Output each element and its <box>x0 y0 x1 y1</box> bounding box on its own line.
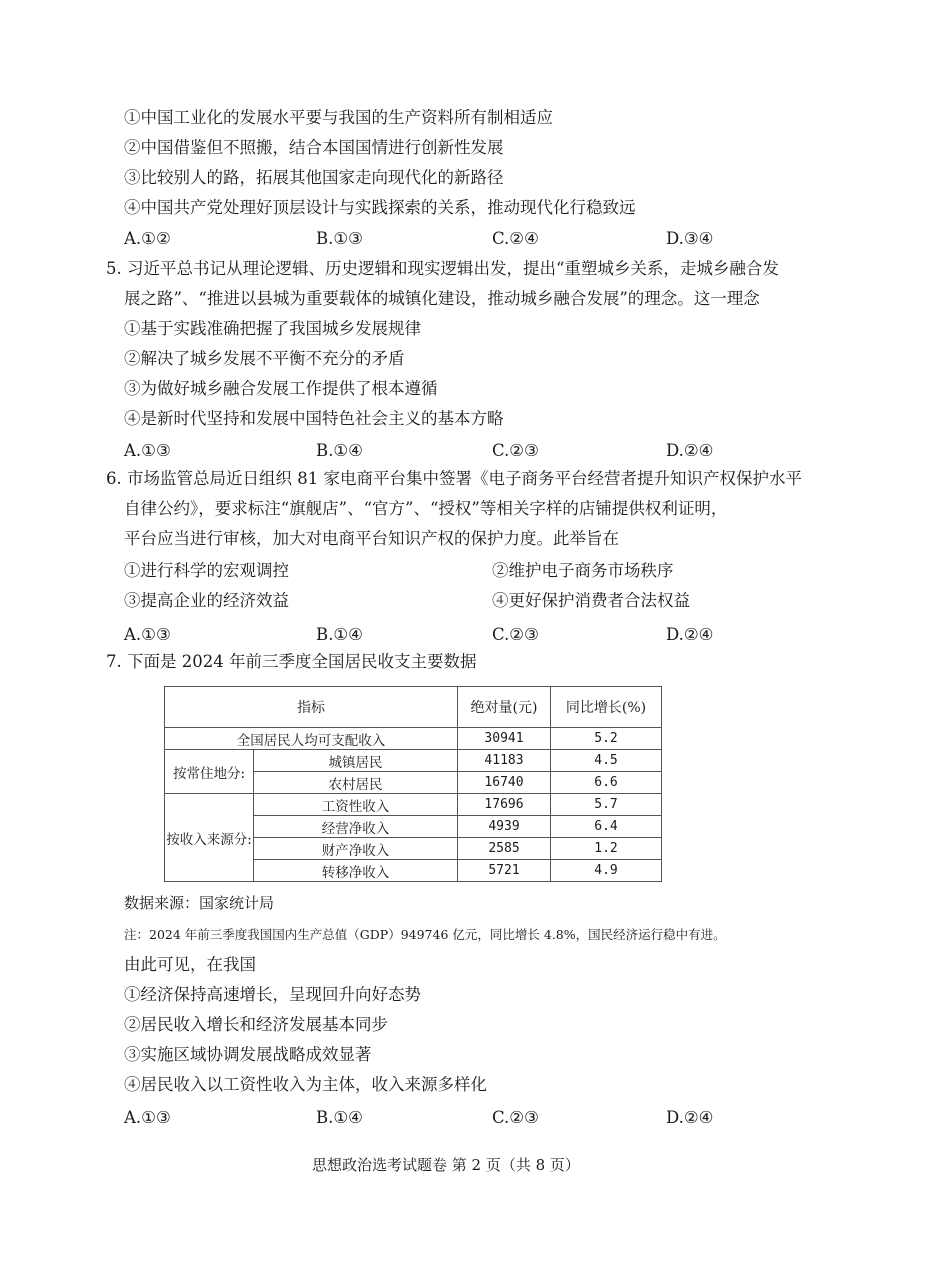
q7-option-d: D.②④ <box>666 1108 714 1127</box>
q5-options <box>124 440 824 462</box>
q7-option-c: C.②③ <box>492 1108 539 1127</box>
table-cell-growth: 4.5 <box>551 750 662 772</box>
table-note: 注：2024 年前三季度我国国内生产总值（GDP）949746 亿元，同比增长 4.8%，国民经济运行稳中有进。 <box>124 927 726 942</box>
table-row <box>165 750 662 772</box>
table-group-label-source: 按收入来源分: <box>165 794 254 882</box>
table-cell-label: 城镇居民 <box>254 750 458 772</box>
q7-item-2: ②居民收入增长和经济发展基本同步 <box>124 1015 388 1034</box>
table-cell-value: 2585 <box>458 838 551 860</box>
q4-option-a: A.①② <box>124 229 171 248</box>
q6-items-row-1 <box>124 560 824 582</box>
q5-item-1: ①基于实践准确把握了我国城乡发展规律 <box>124 319 421 338</box>
table-cell-value: 41183 <box>458 750 551 772</box>
q5-option-d: D.②④ <box>666 441 714 460</box>
q7-item-4: ④居民收入以工资性收入为主体，收入来源多样化 <box>124 1075 487 1094</box>
q6-option-b: B.①④ <box>316 625 363 644</box>
table-cell-value: 4939 <box>458 816 551 838</box>
q4-item-2: ②中国借鉴但不照搬，结合本国国情进行创新性发展 <box>124 138 504 157</box>
q5-stem-line-1: 5. 习近平总书记从理论逻辑、历史逻辑和现实逻辑出发，提出“重塑城乡关系，走城乡融合发 <box>106 259 779 278</box>
table-cell-label: 转移净收入 <box>254 860 458 882</box>
table-source: 数据来源：国家统计局 <box>124 894 275 912</box>
q7-item-1: ①经济保持高速增长，呈现回升向好态势 <box>124 985 421 1004</box>
table-cell-growth: 1.2 <box>551 838 662 860</box>
q7-option-b: B.①④ <box>316 1108 363 1127</box>
q4-option-d: D.③④ <box>666 229 714 248</box>
q6-stem-line-1: 6. 市场监管总局近日组织 81 家电商平台集中签署《电子商务平台经营者提升知识产权保护水平 <box>106 469 802 488</box>
q6-option-a: A.①③ <box>124 625 171 644</box>
q4-options <box>124 228 824 250</box>
table-cell-label: 农村居民 <box>254 772 458 794</box>
table-row <box>165 794 662 816</box>
q7-option-a: A.①③ <box>124 1108 171 1127</box>
table-cell-value: 17696 <box>458 794 551 816</box>
table-header-row <box>165 687 662 728</box>
table-header-growth: 同比增长(%) <box>551 687 662 728</box>
q6-options <box>124 624 824 646</box>
table-cell-label: 工资性收入 <box>254 794 458 816</box>
q6-option-d: D.②④ <box>666 625 714 644</box>
table-header-absolute: 绝对量(元) <box>458 687 551 728</box>
q7-stem: 7. 下面是 2024 年前三季度全国居民收支主要数据 <box>106 652 477 671</box>
q6-item-2: ②维护电子商务市场秩序 <box>492 561 674 580</box>
q6-stem-line-3: 平台应当进行审核，加大对电商平台知识产权的保护力度。此举旨在 <box>124 529 619 548</box>
q5-option-b: B.①④ <box>316 441 363 460</box>
q4-item-4: ④中国共产党处理好顶层设计与实践探索的关系，推动现代化行稳致远 <box>124 198 636 217</box>
q4-option-b: B.①③ <box>316 229 363 248</box>
table-cell-growth: 4.9 <box>551 860 662 882</box>
table-cell-growth: 6.4 <box>551 816 662 838</box>
table-header-indicator: 指标 <box>165 687 458 728</box>
q5-item-4: ④是新时代坚持和发展中国特色社会主义的基本方略 <box>124 409 504 428</box>
q7-lead: 由此可见，在我国 <box>124 955 256 974</box>
table-cell-value: 5721 <box>458 860 551 882</box>
q7-options <box>124 1107 824 1129</box>
q5-option-a: A.①③ <box>124 441 171 460</box>
q6-stem-line-2: 自律公约》，要求标注“旗舰店”、“官方”、“授权”等相关字样的店铺提供权利证明， <box>124 499 728 518</box>
q5-stem-line-2: 展之路”、“推进以县城为重要载体的城镇化建设，推动城乡融合发展”的理念。这一理念 <box>124 289 760 308</box>
table-row <box>165 728 662 750</box>
table-cell-value: 16740 <box>458 772 551 794</box>
table-cell-label: 经营净收入 <box>254 816 458 838</box>
table-cell-growth: 6.6 <box>551 772 662 794</box>
table-group-label-residence: 按常住地分: <box>165 750 254 794</box>
q6-item-1: ①进行科学的宏观调控 <box>124 561 289 580</box>
page-footer: 思想政治选考试题卷 第 2 页（共 8 页） <box>312 1156 580 1174</box>
q5-option-c: C.②③ <box>492 441 539 460</box>
q6-items-row-2 <box>124 590 824 612</box>
table-cell-label: 全国居民人均可支配收入 <box>165 728 458 750</box>
q6-item-4: ④更好保护消费者合法权益 <box>492 591 690 610</box>
q5-item-3: ③为做好城乡融合发展工作提供了根本遵循 <box>124 379 438 398</box>
q6-item-3: ③提高企业的经济效益 <box>124 591 289 610</box>
q4-option-c: C.②④ <box>492 229 539 248</box>
table-cell-value: 30941 <box>458 728 551 750</box>
q7-item-3: ③实施区域协调发展战略成效显著 <box>124 1045 372 1064</box>
table-cell-growth: 5.7 <box>551 794 662 816</box>
table-cell-label: 财产净收入 <box>254 838 458 860</box>
q4-item-1: ①中国工业化的发展水平要与我国的生产资料所有制相适应 <box>124 108 553 127</box>
income-data-table <box>164 686 662 882</box>
q4-item-3: ③比较别人的路，拓展其他国家走向现代化的新路径 <box>124 168 504 187</box>
table-cell-growth: 5.2 <box>551 728 662 750</box>
q6-option-c: C.②③ <box>492 625 539 644</box>
q5-item-2: ②解决了城乡发展不平衡不充分的矛盾 <box>124 349 405 368</box>
